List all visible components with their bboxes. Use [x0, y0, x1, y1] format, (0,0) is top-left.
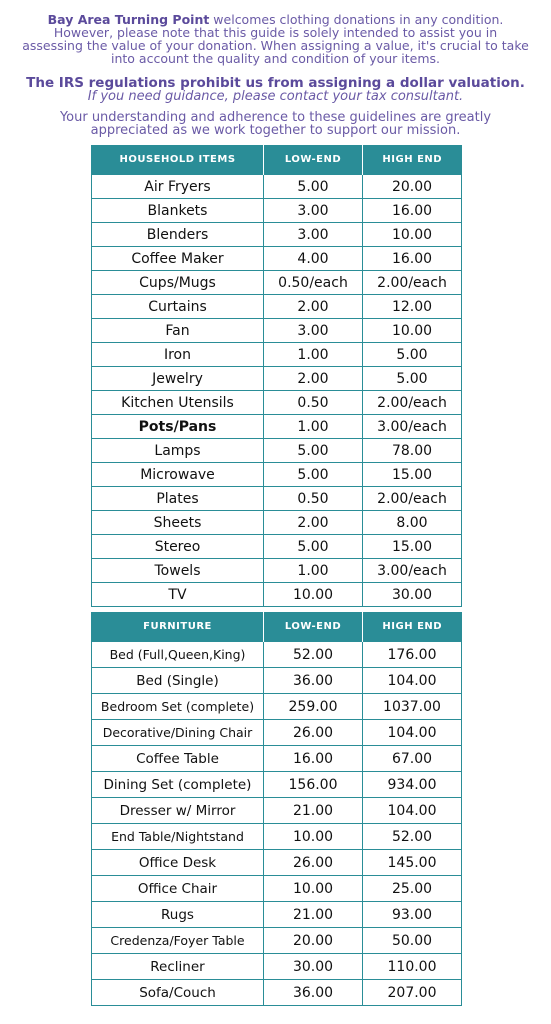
item-name: Dresser w/ Mirror — [92, 798, 264, 824]
table-row — [92, 415, 462, 439]
low-end-value: 1.00 — [264, 343, 363, 367]
high-end-value: 104.00 — [363, 668, 462, 694]
brand-name: Bay Area Turning Point — [47, 12, 210, 27]
high-end-value: 52.00 — [363, 824, 462, 850]
column-header-high-end: HIGH END — [363, 612, 462, 642]
high-end-value: 8.00 — [363, 511, 462, 535]
item-name: Office Chair — [92, 876, 264, 902]
item-name: Towels — [92, 559, 264, 583]
low-end-value: 0.50 — [264, 391, 363, 415]
high-end-value: 67.00 — [363, 746, 462, 772]
table-row — [92, 694, 462, 720]
item-name: Rugs — [92, 902, 264, 928]
item-name: Lamps — [92, 439, 264, 463]
low-end-value: 156.00 — [264, 772, 363, 798]
table-row — [92, 439, 462, 463]
item-name: Fan — [92, 319, 264, 343]
column-header-high-end: HIGH END — [363, 145, 462, 175]
table-row — [92, 391, 462, 415]
low-end-value: 1.00 — [264, 559, 363, 583]
intro-text — [0, 0, 551, 137]
low-end-value: 0.50 — [264, 487, 363, 511]
low-end-value: 259.00 — [264, 694, 363, 720]
high-end-value: 25.00 — [363, 876, 462, 902]
table-row — [92, 746, 462, 772]
column-header-item: FURNITURE — [92, 612, 264, 642]
high-end-value: 207.00 — [363, 980, 462, 1006]
high-end-value: 1037.00 — [363, 694, 462, 720]
low-end-value: 21.00 — [264, 798, 363, 824]
high-end-value: 145.00 — [363, 850, 462, 876]
high-end-value: 15.00 — [363, 535, 462, 559]
high-end-value: 16.00 — [363, 247, 462, 271]
item-name: Blankets — [92, 199, 264, 223]
low-end-value: 0.50/each — [264, 271, 363, 295]
item-name: Jewelry — [92, 367, 264, 391]
item-name: Coffee Maker — [92, 247, 264, 271]
item-name: Stereo — [92, 535, 264, 559]
column-header-low-end: LOW-END — [264, 145, 363, 175]
low-end-value: 5.00 — [264, 535, 363, 559]
high-end-value: 10.00 — [363, 319, 462, 343]
high-end-value: 110.00 — [363, 954, 462, 980]
table-row — [92, 271, 462, 295]
table-row — [92, 720, 462, 746]
high-end-value: 93.00 — [363, 902, 462, 928]
low-end-value: 5.00 — [264, 175, 363, 199]
table-row — [92, 902, 462, 928]
item-name: End Table/Nightstand — [92, 824, 264, 850]
high-end-value: 176.00 — [363, 642, 462, 668]
low-end-value: 2.00 — [264, 511, 363, 535]
high-end-value: 50.00 — [363, 928, 462, 954]
low-end-value: 3.00 — [264, 319, 363, 343]
low-end-value: 26.00 — [264, 850, 363, 876]
table-row — [92, 199, 462, 223]
column-header-low-end: LOW-END — [264, 612, 363, 642]
item-name: Kitchen Utensils — [92, 391, 264, 415]
table-row — [92, 928, 462, 954]
low-end-value: 2.00 — [264, 295, 363, 319]
item-name: Microwave — [92, 463, 264, 487]
table-row — [92, 798, 462, 824]
low-end-value: 36.00 — [264, 980, 363, 1006]
table-row — [92, 343, 462, 367]
column-header-item: HOUSEHOLD ITEMS — [92, 145, 264, 175]
item-name: Curtains — [92, 295, 264, 319]
low-end-value: 5.00 — [264, 463, 363, 487]
high-end-value: 3.00/each — [363, 559, 462, 583]
item-name: Bed (Full,Queen,King) — [92, 642, 264, 668]
high-end-value: 78.00 — [363, 439, 462, 463]
item-name: TV — [92, 583, 264, 607]
table-row — [92, 980, 462, 1006]
low-end-value: 36.00 — [264, 668, 363, 694]
item-name: Sofa/Couch — [92, 980, 264, 1006]
table-row — [92, 850, 462, 876]
item-name: Recliner — [92, 954, 264, 980]
low-end-value: 10.00 — [264, 583, 363, 607]
irs-notice: The IRS regulations prohibit us from assigning a dollar valuation. — [26, 75, 525, 91]
table-row — [92, 223, 462, 247]
item-name: Dining Set (complete) — [92, 772, 264, 798]
item-name: Sheets — [92, 511, 264, 535]
household-header-row — [92, 145, 462, 175]
low-end-value: 3.00 — [264, 199, 363, 223]
high-end-value: 2.00/each — [363, 271, 462, 295]
table-row — [92, 319, 462, 343]
item-name: Blenders — [92, 223, 264, 247]
furniture-table — [91, 612, 462, 1006]
household-items-table — [91, 145, 462, 607]
table-row — [92, 535, 462, 559]
item-name: Decorative/Dining Chair — [92, 720, 264, 746]
high-end-value: 104.00 — [363, 720, 462, 746]
item-name: Cups/Mugs — [92, 271, 264, 295]
table-row — [92, 367, 462, 391]
low-end-value: 16.00 — [264, 746, 363, 772]
high-end-value: 10.00 — [363, 223, 462, 247]
table-row — [92, 511, 462, 535]
low-end-value: 52.00 — [264, 642, 363, 668]
table-row — [92, 876, 462, 902]
high-end-value: 104.00 — [363, 798, 462, 824]
item-name: Credenza/Foyer Table — [92, 928, 264, 954]
high-end-value: 12.00 — [363, 295, 462, 319]
high-end-value: 30.00 — [363, 583, 462, 607]
furniture-header-row — [92, 612, 462, 642]
intro-paragraph — [0, 13, 551, 65]
low-end-value: 10.00 — [264, 824, 363, 850]
low-end-value: 1.00 — [264, 415, 363, 439]
item-name: Iron — [92, 343, 264, 367]
item-name: Pots/Pans — [92, 415, 264, 439]
high-end-value: 2.00/each — [363, 487, 462, 511]
high-end-value: 934.00 — [363, 772, 462, 798]
low-end-value: 3.00 — [264, 223, 363, 247]
table-row — [92, 954, 462, 980]
high-end-value: 15.00 — [363, 463, 462, 487]
table-row — [92, 772, 462, 798]
item-name: Plates — [92, 487, 264, 511]
tax-consultant-note: If you need guidance, please contact your tax consultant. — [87, 89, 464, 104]
low-end-value: 5.00 — [264, 439, 363, 463]
high-end-value: 2.00/each — [363, 391, 462, 415]
item-name: Bedroom Set (complete) — [92, 694, 264, 720]
high-end-value: 5.00 — [363, 343, 462, 367]
table-row — [92, 463, 462, 487]
item-name: Office Desk — [92, 850, 264, 876]
table-row — [92, 295, 462, 319]
high-end-value: 16.00 — [363, 199, 462, 223]
low-end-value: 21.00 — [264, 902, 363, 928]
table-row — [92, 824, 462, 850]
low-end-value: 30.00 — [264, 954, 363, 980]
intro-body: welcomes clothing donations in any condition. However, please note that this guide is solely intended to assist you in assessing the value of your donation. When assigning a value, it's crucial to take into account the quality and condition of your items. — [22, 12, 529, 66]
high-end-value: 20.00 — [363, 175, 462, 199]
item-name: Bed (Single) — [92, 668, 264, 694]
table-row — [92, 175, 462, 199]
table-row — [92, 642, 462, 668]
high-end-value: 5.00 — [363, 367, 462, 391]
table-row — [92, 583, 462, 607]
table-row — [92, 487, 462, 511]
table-row — [92, 668, 462, 694]
table-row — [92, 559, 462, 583]
low-end-value: 26.00 — [264, 720, 363, 746]
high-end-value: 3.00/each — [363, 415, 462, 439]
table-row — [92, 247, 462, 271]
low-end-value: 2.00 — [264, 367, 363, 391]
item-name: Coffee Table — [92, 746, 264, 772]
low-end-value: 4.00 — [264, 247, 363, 271]
item-name: Air Fryers — [92, 175, 264, 199]
low-end-value: 10.00 — [264, 876, 363, 902]
thanks-note: Your understanding and adherence to these guidelines are greatly appreciated as we work together to support our mission. — [59, 110, 492, 138]
low-end-value: 20.00 — [264, 928, 363, 954]
